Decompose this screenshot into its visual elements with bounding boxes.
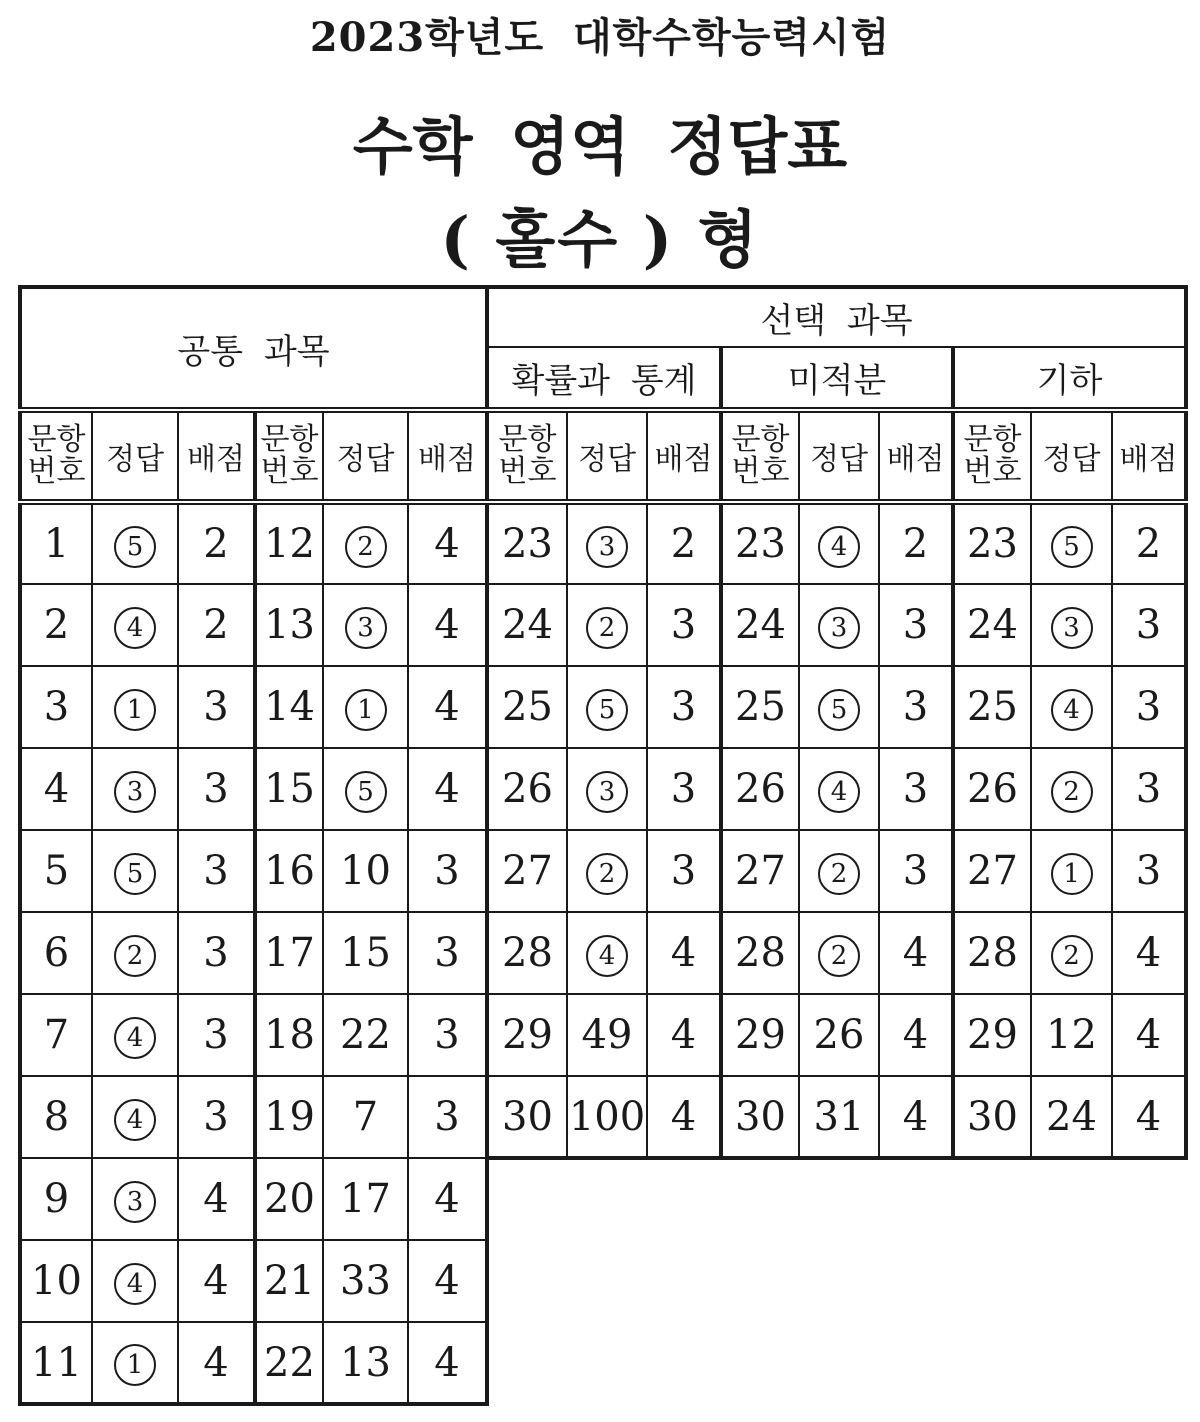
table-row bbox=[20, 1076, 487, 1158]
title-block bbox=[0, 0, 1200, 279]
elective-section-header: 선택 과목 bbox=[489, 287, 1186, 347]
circled-answer: 5 bbox=[818, 689, 860, 731]
question-number-header: 문항 번호 bbox=[953, 410, 1031, 502]
table-row bbox=[489, 994, 1186, 1076]
circled-answer: 3 bbox=[345, 607, 387, 649]
question-number-cell: 22 bbox=[255, 1322, 323, 1404]
table-row bbox=[20, 502, 487, 584]
points-header: 배점 bbox=[879, 410, 953, 502]
answer-cell: 49 bbox=[567, 994, 647, 1076]
circled-answer: 3 bbox=[114, 1181, 156, 1223]
circled-answer: 4 bbox=[114, 607, 156, 649]
points-cell: 3 bbox=[178, 1076, 255, 1158]
points-cell: 3 bbox=[879, 748, 953, 830]
question-number-cell: 9 bbox=[20, 1158, 92, 1240]
answer-cell bbox=[92, 830, 178, 912]
question-number-cell: 16 bbox=[255, 830, 323, 912]
circled-answer: 2 bbox=[345, 526, 387, 568]
points-cell: 3 bbox=[1112, 830, 1186, 912]
elective-subject-header-row bbox=[489, 347, 1186, 410]
points-cell: 3 bbox=[879, 666, 953, 748]
answer-cell bbox=[323, 748, 408, 830]
question-number-cell: 24 bbox=[953, 584, 1031, 666]
points-cell: 4 bbox=[647, 994, 721, 1076]
points-cell: 4 bbox=[408, 1240, 487, 1322]
points-cell: 3 bbox=[178, 748, 255, 830]
circled-answer: 3 bbox=[818, 607, 860, 649]
points-cell: 4 bbox=[408, 1322, 487, 1404]
answer-cell bbox=[799, 748, 879, 830]
points-cell: 4 bbox=[1112, 994, 1186, 1076]
points-cell: 3 bbox=[879, 830, 953, 912]
points-cell: 4 bbox=[879, 1076, 953, 1158]
answer-header: 정답 bbox=[799, 410, 879, 502]
subject-header-prob-stat: 확률과 통계 bbox=[489, 347, 721, 410]
answer-header: 정답 bbox=[92, 410, 178, 502]
points-cell: 3 bbox=[178, 994, 255, 1076]
circled-answer: 4 bbox=[114, 1099, 156, 1141]
points-cell: 4 bbox=[408, 666, 487, 748]
answer-cell bbox=[1031, 830, 1112, 912]
points-header: 배점 bbox=[178, 410, 255, 502]
points-cell: 4 bbox=[178, 1322, 255, 1404]
question-number-cell: 23 bbox=[489, 502, 567, 584]
answer-cell bbox=[1031, 584, 1112, 666]
question-number-cell: 25 bbox=[953, 666, 1031, 748]
points-header: 배점 bbox=[1112, 410, 1186, 502]
table-row bbox=[20, 994, 487, 1076]
circled-answer: 4 bbox=[818, 771, 860, 813]
elective-column-header-row bbox=[489, 410, 1186, 502]
points-cell: 2 bbox=[178, 584, 255, 666]
points-cell: 3 bbox=[1112, 666, 1186, 748]
points-cell: 3 bbox=[178, 666, 255, 748]
table-row bbox=[489, 502, 1186, 584]
answer-cell bbox=[92, 1240, 178, 1322]
answer-cell bbox=[92, 748, 178, 830]
answer-cell bbox=[567, 912, 647, 994]
points-cell: 3 bbox=[647, 666, 721, 748]
points-cell: 3 bbox=[178, 830, 255, 912]
answer-cell bbox=[799, 584, 879, 666]
question-number-cell: 10 bbox=[20, 1240, 92, 1322]
question-number-cell: 6 bbox=[20, 912, 92, 994]
table-row bbox=[20, 748, 487, 830]
question-number-cell: 27 bbox=[489, 830, 567, 912]
points-cell: 3 bbox=[408, 994, 487, 1076]
question-number-cell: 30 bbox=[721, 1076, 799, 1158]
answer-cell: 10 bbox=[323, 830, 408, 912]
elective-subjects-table bbox=[489, 285, 1188, 1160]
circled-answer: 5 bbox=[114, 853, 156, 895]
points-header: 배점 bbox=[408, 410, 487, 502]
circled-answer: 3 bbox=[1051, 607, 1093, 649]
answer-cell bbox=[323, 666, 408, 748]
circled-answer: 4 bbox=[818, 526, 860, 568]
question-number-cell: 25 bbox=[721, 666, 799, 748]
points-cell: 2 bbox=[879, 502, 953, 584]
question-number-cell: 27 bbox=[953, 830, 1031, 912]
circled-answer: 5 bbox=[586, 689, 628, 731]
answer-cell: 15 bbox=[323, 912, 408, 994]
question-number-cell: 17 bbox=[255, 912, 323, 994]
circled-answer: 2 bbox=[114, 935, 156, 977]
question-number-cell: 14 bbox=[255, 666, 323, 748]
question-number-cell: 25 bbox=[489, 666, 567, 748]
circled-answer: 4 bbox=[114, 1263, 156, 1305]
table-row bbox=[20, 584, 487, 666]
subject-header-geometry: 기하 bbox=[953, 347, 1186, 410]
common-column-header-row bbox=[20, 410, 487, 502]
question-number-cell: 27 bbox=[721, 830, 799, 912]
points-cell: 3 bbox=[647, 584, 721, 666]
table-row bbox=[20, 1322, 487, 1404]
answer-cell bbox=[92, 1076, 178, 1158]
elective-section-header-row bbox=[489, 287, 1186, 347]
table-row bbox=[489, 666, 1186, 748]
question-number-cell: 29 bbox=[489, 994, 567, 1076]
question-number-header: 문항 번호 bbox=[721, 410, 799, 502]
question-number-cell: 29 bbox=[953, 994, 1031, 1076]
answer-cell bbox=[567, 584, 647, 666]
circled-answer: 2 bbox=[1051, 935, 1093, 977]
table-row bbox=[489, 912, 1186, 994]
answer-cell: 31 bbox=[799, 1076, 879, 1158]
question-number-cell: 15 bbox=[255, 748, 323, 830]
points-cell: 4 bbox=[408, 1158, 487, 1240]
question-number-cell: 1 bbox=[20, 502, 92, 584]
question-number-cell: 28 bbox=[489, 912, 567, 994]
question-number-cell: 11 bbox=[20, 1322, 92, 1404]
points-cell: 4 bbox=[178, 1158, 255, 1240]
question-number-cell: 3 bbox=[20, 666, 92, 748]
points-cell: 3 bbox=[178, 912, 255, 994]
points-cell: 4 bbox=[1112, 912, 1186, 994]
circled-answer: 5 bbox=[345, 771, 387, 813]
answer-cell bbox=[323, 584, 408, 666]
circled-answer: 3 bbox=[114, 771, 156, 813]
points-cell: 3 bbox=[408, 912, 487, 994]
points-cell: 3 bbox=[879, 584, 953, 666]
elective-table-body bbox=[489, 502, 1186, 1158]
answer-cell bbox=[92, 584, 178, 666]
form-type-label: ( 홀수 ) 형 bbox=[440, 203, 760, 276]
points-cell: 4 bbox=[879, 912, 953, 994]
question-number-header: 문항 번호 bbox=[489, 410, 567, 502]
points-cell: 4 bbox=[178, 1240, 255, 1322]
answer-cell bbox=[1031, 502, 1112, 584]
question-number-cell: 19 bbox=[255, 1076, 323, 1158]
question-number-cell: 4 bbox=[20, 748, 92, 830]
common-subjects-table bbox=[18, 285, 489, 1406]
table-row bbox=[20, 666, 487, 748]
answer-cell bbox=[92, 1322, 178, 1404]
answer-cell bbox=[92, 502, 178, 584]
points-cell: 4 bbox=[408, 748, 487, 830]
points-cell: 4 bbox=[408, 502, 487, 584]
points-cell: 3 bbox=[647, 830, 721, 912]
question-number-cell: 30 bbox=[953, 1076, 1031, 1158]
answer-header: 정답 bbox=[323, 410, 408, 502]
table-row bbox=[489, 1076, 1186, 1158]
circled-answer: 2 bbox=[586, 853, 628, 895]
points-cell: 4 bbox=[647, 912, 721, 994]
question-number-header: 문항 번호 bbox=[255, 410, 323, 502]
answer-cell: 7 bbox=[323, 1076, 408, 1158]
question-number-cell: 5 bbox=[20, 830, 92, 912]
circled-answer: 5 bbox=[1051, 526, 1093, 568]
question-number-cell: 30 bbox=[489, 1076, 567, 1158]
question-number-cell: 20 bbox=[255, 1158, 323, 1240]
answer-cell: 33 bbox=[323, 1240, 408, 1322]
answer-cell: 100 bbox=[567, 1076, 647, 1158]
question-number-cell: 8 bbox=[20, 1076, 92, 1158]
points-cell: 4 bbox=[879, 994, 953, 1076]
question-number-cell: 28 bbox=[953, 912, 1031, 994]
answer-cell: 13 bbox=[323, 1322, 408, 1404]
answer-cell bbox=[92, 912, 178, 994]
points-cell: 4 bbox=[647, 1076, 721, 1158]
circled-answer: 1 bbox=[345, 689, 387, 731]
circled-answer: 5 bbox=[114, 526, 156, 568]
question-number-cell: 29 bbox=[721, 994, 799, 1076]
common-section-header-row bbox=[20, 287, 487, 410]
answer-cell: 22 bbox=[323, 994, 408, 1076]
question-number-cell: 24 bbox=[489, 584, 567, 666]
question-number-cell: 18 bbox=[255, 994, 323, 1076]
points-cell: 2 bbox=[1112, 502, 1186, 584]
question-number-cell: 26 bbox=[953, 748, 1031, 830]
circled-answer: 4 bbox=[586, 935, 628, 977]
answer-tables bbox=[18, 285, 1188, 1406]
points-cell: 2 bbox=[647, 502, 721, 584]
question-number-cell: 24 bbox=[721, 584, 799, 666]
answer-cell bbox=[567, 502, 647, 584]
points-cell: 2 bbox=[178, 502, 255, 584]
question-number-cell: 7 bbox=[20, 994, 92, 1076]
question-number-cell: 13 bbox=[255, 584, 323, 666]
points-cell: 3 bbox=[1112, 584, 1186, 666]
points-cell: 3 bbox=[408, 830, 487, 912]
points-cell: 4 bbox=[408, 584, 487, 666]
answer-cell bbox=[799, 830, 879, 912]
circled-answer: 4 bbox=[114, 1017, 156, 1059]
question-number-cell: 23 bbox=[953, 502, 1031, 584]
question-number-header: 문항 번호 bbox=[20, 410, 92, 502]
circled-answer: 2 bbox=[818, 935, 860, 977]
table-row bbox=[20, 1158, 487, 1240]
answer-header: 정답 bbox=[1031, 410, 1112, 502]
circled-answer: 2 bbox=[818, 853, 860, 895]
answer-cell: 12 bbox=[1031, 994, 1112, 1076]
answer-cell bbox=[1031, 748, 1112, 830]
answer-cell bbox=[92, 994, 178, 1076]
answer-cell bbox=[323, 502, 408, 584]
points-cell: 4 bbox=[1112, 1076, 1186, 1158]
page-title: 수학 영역 정답표 bbox=[352, 110, 848, 183]
exam-title: 2023학년도 대학수학능력시험 bbox=[309, 14, 891, 61]
question-number-cell: 26 bbox=[489, 748, 567, 830]
answer-cell bbox=[1031, 912, 1112, 994]
points-cell: 3 bbox=[408, 1076, 487, 1158]
answer-cell bbox=[92, 1158, 178, 1240]
answer-cell: 24 bbox=[1031, 1076, 1112, 1158]
subject-header-calculus: 미적분 bbox=[721, 347, 953, 410]
circled-answer: 1 bbox=[114, 689, 156, 731]
points-cell: 3 bbox=[647, 748, 721, 830]
answer-cell bbox=[799, 666, 879, 748]
circled-answer: 4 bbox=[1051, 689, 1093, 731]
table-row bbox=[20, 1240, 487, 1322]
question-number-cell: 21 bbox=[255, 1240, 323, 1322]
points-header: 배점 bbox=[647, 410, 721, 502]
answer-cell: 17 bbox=[323, 1158, 408, 1240]
common-table-body bbox=[20, 502, 487, 1404]
question-number-cell: 2 bbox=[20, 584, 92, 666]
table-row bbox=[489, 584, 1186, 666]
table-row bbox=[489, 748, 1186, 830]
answer-cell bbox=[1031, 666, 1112, 748]
answer-cell bbox=[799, 502, 879, 584]
answer-cell: 26 bbox=[799, 994, 879, 1076]
question-number-cell: 12 bbox=[255, 502, 323, 584]
circled-answer: 1 bbox=[114, 1344, 156, 1386]
answer-cell bbox=[567, 748, 647, 830]
common-section-header: 공통 과목 bbox=[20, 287, 487, 410]
question-number-cell: 23 bbox=[721, 502, 799, 584]
answer-cell bbox=[799, 912, 879, 994]
circled-answer: 2 bbox=[1051, 771, 1093, 813]
question-number-cell: 26 bbox=[721, 748, 799, 830]
circled-answer: 1 bbox=[1051, 853, 1093, 895]
circled-answer: 3 bbox=[586, 771, 628, 813]
answer-header: 정답 bbox=[567, 410, 647, 502]
table-row bbox=[20, 830, 487, 912]
circled-answer: 3 bbox=[586, 526, 628, 568]
answer-cell bbox=[567, 666, 647, 748]
circled-answer: 2 bbox=[586, 607, 628, 649]
answer-cell bbox=[92, 666, 178, 748]
answer-cell bbox=[567, 830, 647, 912]
points-cell: 3 bbox=[1112, 748, 1186, 830]
table-row bbox=[20, 912, 487, 994]
question-number-cell: 28 bbox=[721, 912, 799, 994]
table-row bbox=[489, 830, 1186, 912]
